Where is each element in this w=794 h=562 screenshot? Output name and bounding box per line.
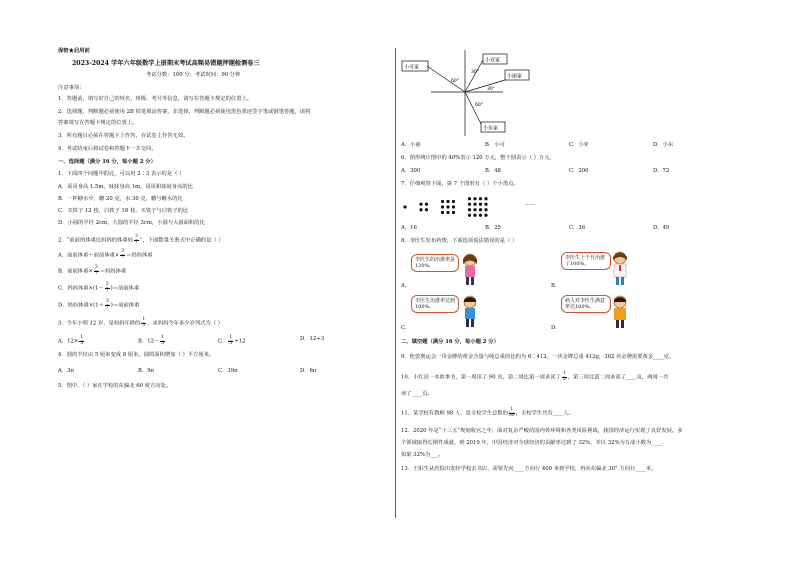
bubble-b: 李医生上个月治愈了100%。	[561, 252, 611, 270]
q1-option-d: D．小圆的半径 2cm，大圆的半径 3cm，小圆与大圆面积的比	[58, 220, 205, 226]
dot	[452, 200, 455, 203]
q1-option-c: C．买铁子 12 枝，白铁子 18 枝，买铁子与白铁子的比	[58, 208, 189, 214]
left-column	[58, 0, 388, 562]
dot	[468, 214, 471, 217]
secret-mark: 保密★启用前	[58, 48, 90, 54]
dot	[473, 208, 476, 211]
section1-title: 一、选择题（满分 16 分，每小题 2 分）	[58, 159, 156, 165]
angle-1: 30°	[471, 70, 479, 75]
q8-label-a: A．	[401, 283, 411, 289]
dot	[468, 203, 471, 206]
q4-stem: 4．圆的半径由 5 厘米变成 8 厘米，圆的面积增加（ ）平方厘米。	[58, 352, 215, 358]
q10-stem: 10．小红读一本故事书，第一周读了 90 页，第二周比第一周多读了 $\frac{1}{9}$ ，第三周比第二周多读了____页，两周一共	[401, 371, 669, 382]
q7-option-d: D．49	[653, 225, 670, 231]
dot	[484, 203, 487, 206]
page-title: 2023-2024 学年六年级数学上册期末考试高频易错题押题检测卷三	[72, 60, 260, 67]
q4-option-b: B．9π	[138, 368, 155, 374]
fraction: $\frac{3}{7}$	[121, 249, 125, 260]
exam-meta: 考试分数：100 分；考试时间：90 分钟	[146, 72, 241, 78]
q2-option-b: B．前前体重× $\frac{3}{7}$ ＝妈妈体重	[58, 265, 127, 276]
q12-line2: 个领域取得长期性成就，到 2019 年，中国经济对全球经济的贡献率达到了 32%，并以 32%为万成小数为____，	[401, 440, 668, 446]
dot	[473, 214, 476, 217]
fraction: $\frac{1}{30}$	[508, 407, 515, 418]
q9-stem: 9．伦敦奥运会一块金牌的黄金含量与纯总重的比约为 6∶412，一块金牌总重 412g，302 块金牌需要黄金____克。	[401, 354, 675, 360]
dot	[479, 208, 482, 211]
label-xiaoke: 小可家	[404, 64, 420, 71]
bubble-a: 李医生的治愈率是120%。	[411, 254, 459, 272]
dots-ellipsis: ……	[525, 201, 536, 207]
q12-line3: 如果 32%为___。	[401, 452, 444, 458]
dot	[446, 205, 449, 208]
fraction: $\frac{1}{3}$	[142, 317, 146, 328]
q2-option-d: D．妈妈体重×(1＋ $\frac{3}{7}$ )＝前前体重	[58, 299, 140, 310]
q7-stem: 7．仔细观察下面，第 7 个图形有（ ）个小黑点。	[401, 181, 519, 187]
fraction: $\frac{1}{3}$	[80, 335, 84, 346]
fraction: $\frac{3}{7}$	[105, 282, 109, 293]
column-divider	[395, 48, 396, 518]
girl-figure-icon	[459, 252, 481, 286]
note-3: 3．所有题目必须在答题卡上作答，在试卷上作答无效。	[58, 133, 189, 139]
q2-option-a: A．前前体重＋前前体重× $\frac{3}{7}$ ＝妈妈体重	[58, 249, 153, 260]
q7-option-c: C．36	[569, 225, 586, 231]
dot	[425, 208, 428, 211]
q5-option-b: B．小可	[485, 142, 505, 148]
note-2: 2．选择题、判断题必须使用 2B 铅笔填涂答案，非选择、判断题必须使用黑色墨迹签字笔或钢笔答题，请将	[58, 109, 311, 115]
q8-stem: 8．李医生发布药情，下面选项说法错误的是（ ）	[401, 238, 518, 244]
q3-stem: 3．今年小明 12 岁，是妈妈年龄的 $\frac{1}{3}$ ，求妈妈今年多少岁列式为（ ）	[58, 317, 224, 328]
angle-4: 60°	[475, 103, 483, 108]
dot	[473, 197, 476, 200]
q5-stem: 5．图中，（ ）家在学校的东偏北 60 度方向处。	[58, 383, 172, 389]
dot	[473, 203, 476, 206]
note-2b: 答案填写在答题卡规定的位置上。	[58, 120, 138, 126]
dot	[484, 208, 487, 211]
q3-option-c: C． $\frac{1}{3}$ ÷12	[218, 335, 246, 346]
q7-option-a: A．16	[401, 225, 417, 231]
q5-option-d: D．小东	[653, 142, 674, 148]
q3-option-d: D．12÷3	[300, 336, 325, 342]
dot	[446, 200, 449, 203]
dot	[479, 197, 482, 200]
dot	[419, 203, 422, 206]
dot	[441, 205, 444, 208]
q3-option-a: A．12× $\frac{1}{3}$	[58, 335, 84, 346]
q1-stem: 1．下面四个问题中的比，可以用 2∶3 表示的是（ ）	[58, 171, 185, 177]
dot	[452, 211, 455, 214]
q3-option-b: B．12－ $\frac{1}{3}$	[138, 335, 165, 346]
dot	[441, 211, 444, 214]
q13-stem: 13．王阳生从医院出发经学校去书店，需要先向____方向行 400 米到学校，再向东偏北 30° 方向行____米。	[401, 466, 657, 472]
bubble-c: 李医生治愈率达到100%。	[411, 295, 459, 313]
dot	[419, 208, 422, 211]
q8-label-c: C．	[401, 325, 411, 331]
note-1: 1．答题前，填写好自己的姓名、班级、考号等信息，请写在答题卡规定的位置上。	[58, 96, 253, 102]
q5-option-a: A．小丽	[401, 142, 421, 148]
q8-label-d: D．	[551, 325, 561, 331]
fraction: $\frac{3}{7}$	[134, 234, 138, 245]
label-xiaodong: 小东家	[483, 125, 499, 132]
q2-stem: 2．“前前的体重比妈妈的体重轻 $\frac{3}{7}$ ”，下面数量关系式中正确的是（ ）	[58, 234, 224, 245]
q6-option-b: B．48	[485, 168, 501, 174]
q12-line1: 12．2020 年是“十三五”规划收官之年，面对复杂严峻的国内外环境和各类风险挑战，我国经济运行实现了良好发展。多	[401, 428, 683, 434]
angle-2: 60°	[451, 79, 459, 84]
q7-option-b: B．25	[485, 225, 501, 231]
q1-option-b: B．一杯糖水中，糖 20 克，水 30 克，糖与糖水的比	[58, 196, 183, 202]
fraction: $\frac{1}{3}$	[161, 335, 165, 346]
section2-title: 二、填空题（满分 16 分，每小题 2 分）	[401, 339, 499, 345]
q4-option-a: A．3π	[58, 368, 74, 374]
q4-option-c: C．39π	[218, 368, 238, 374]
dot	[479, 203, 482, 206]
ray-xiaodong	[465, 92, 481, 124]
right-column	[401, 0, 741, 562]
fraction: $\frac{1}{9}$	[562, 371, 566, 382]
dot-pattern	[401, 194, 541, 220]
fraction: $\frac{3}{7}$	[105, 299, 109, 310]
q5-option-c: C．小亚	[569, 142, 589, 148]
dot	[441, 200, 444, 203]
q1-option-a: A．哥哥身高 1.5m，妹妹身高 1m，哥哥和妹妹身高的比	[58, 184, 193, 190]
q4-option-d: D．6π	[300, 368, 317, 374]
q8-label-b: B．	[551, 283, 561, 289]
q6-option-c: C．200	[569, 168, 589, 174]
q2-option-c: C．妈妈体重×(1－ $\frac{3}{7}$ )＝前前体重	[58, 282, 140, 293]
dot	[479, 214, 482, 217]
dot	[484, 214, 487, 217]
boy-figure-2-icon	[609, 294, 631, 330]
q6-stem: 6．图形统计图中的 40%表示 120 万元，整个圆表示（ ）万元。	[401, 155, 555, 161]
bubble-d: 病人对李医生满意率达100%。	[561, 295, 611, 313]
compass-diagram	[401, 48, 531, 138]
dot	[468, 208, 471, 211]
ray-xiaoke	[427, 66, 465, 92]
note-4: 4．考试结束后将试卷和答题卡一并交回。	[58, 146, 157, 152]
doctor-girl-icon	[609, 250, 631, 286]
dot	[446, 211, 449, 214]
angle-3: 30°	[487, 87, 495, 92]
dot	[403, 205, 406, 208]
dot	[452, 205, 455, 208]
dot	[484, 197, 487, 200]
fraction: $\frac{1}{3}$	[229, 335, 233, 346]
dot	[468, 197, 471, 200]
notes-title: 注意事项：	[58, 85, 85, 91]
label-xiaoya: 小亚家	[485, 57, 501, 64]
label-xiaoli: 小丽家	[507, 73, 523, 80]
fraction: $\frac{3}{7}$	[94, 265, 98, 276]
dot	[425, 203, 428, 206]
q6-option-a: A．300	[401, 168, 421, 174]
boy-figure-icon	[459, 294, 481, 328]
q10-line2: 读了____页。	[401, 391, 433, 397]
q11-stem: 11．某学校有教师 98 人，是全校学生总数的 $\frac{1}{30}$ ，全校学生共有____人。	[401, 407, 574, 418]
q6-option-d: D．72	[653, 168, 670, 174]
